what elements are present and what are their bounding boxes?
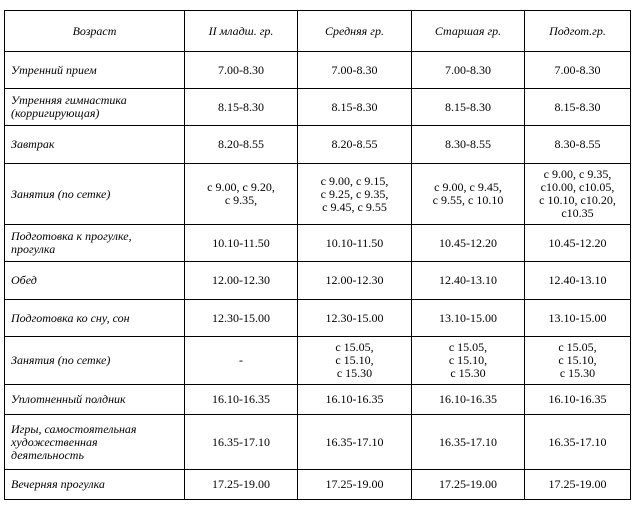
time-cell: 16.10-16.35 bbox=[412, 385, 525, 415]
time-cell: 7.00-8.30 bbox=[525, 52, 631, 89]
time-cell: с 15.05, с 15.10, с 15.30 bbox=[412, 337, 525, 385]
time-cell: 8.30-8.55 bbox=[525, 126, 631, 164]
time-cell: с 9.00, с 9.45, с 9.55, с 10.10 bbox=[412, 164, 525, 225]
row-label: Занятия (по сетке) bbox=[5, 337, 185, 385]
daily-schedule-table bbox=[4, 10, 631, 500]
row-label: Утренняя гимнастика (корригирующая) bbox=[5, 89, 185, 126]
time-cell: 16.10-16.35 bbox=[185, 385, 298, 415]
time-cell: 12.00-12.30 bbox=[298, 262, 412, 300]
time-cell: 12.30-15.00 bbox=[185, 300, 298, 337]
time-cell: 8.15-8.30 bbox=[298, 89, 412, 126]
table-row bbox=[5, 52, 631, 89]
time-cell: 8.20-8.55 bbox=[185, 126, 298, 164]
table-row bbox=[5, 126, 631, 164]
table-row bbox=[5, 337, 631, 385]
time-cell: с 15.05, с 15.10, с 15.30 bbox=[298, 337, 412, 385]
time-cell: 12.00-12.30 bbox=[185, 262, 298, 300]
header-age: Возраст bbox=[5, 11, 185, 52]
row-label: Вечерняя прогулка bbox=[5, 470, 185, 500]
time-cell: 10.45-12.20 bbox=[525, 225, 631, 262]
time-cell: 16.35-17.10 bbox=[525, 415, 631, 470]
time-cell: 16.35-17.10 bbox=[412, 415, 525, 470]
table-row bbox=[5, 225, 631, 262]
time-cell: 16.35-17.10 bbox=[298, 415, 412, 470]
time-cell: 17.25-19.00 bbox=[185, 470, 298, 500]
row-label: Подготовка ко сну, сон bbox=[5, 300, 185, 337]
table-row bbox=[5, 415, 631, 470]
time-cell: с 9.00, с 9.20, с 9.35, bbox=[185, 164, 298, 225]
row-label: Завтрак bbox=[5, 126, 185, 164]
time-cell: 10.10-11.50 bbox=[185, 225, 298, 262]
time-cell: 17.25-19.00 bbox=[298, 470, 412, 500]
time-cell: 17.25-19.00 bbox=[525, 470, 631, 500]
row-label: Подготовка к прогулке, прогулка bbox=[5, 225, 185, 262]
table-row bbox=[5, 300, 631, 337]
time-cell: 8.15-8.30 bbox=[525, 89, 631, 126]
header-row bbox=[5, 11, 631, 52]
time-cell: 17.25-19.00 bbox=[412, 470, 525, 500]
time-cell: 7.00-8.30 bbox=[185, 52, 298, 89]
row-label: Уплотненный полдник bbox=[5, 385, 185, 415]
time-cell: 10.10-11.50 bbox=[298, 225, 412, 262]
time-cell: 12.40-13.10 bbox=[412, 262, 525, 300]
time-cell: 16.35-17.10 bbox=[185, 415, 298, 470]
header-preparatory: Подгот.гр. bbox=[525, 11, 631, 52]
time-cell: 10.45-12.20 bbox=[412, 225, 525, 262]
row-label: Занятия (по сетке) bbox=[5, 164, 185, 225]
time-cell: 8.15-8.30 bbox=[185, 89, 298, 126]
row-label: Утренний прием bbox=[5, 52, 185, 89]
header-junior-2: II младш. гр. bbox=[185, 11, 298, 52]
header-senior: Старшая гр. bbox=[412, 11, 525, 52]
table-row bbox=[5, 89, 631, 126]
table-row bbox=[5, 262, 631, 300]
time-cell: 13.10-15.00 bbox=[525, 300, 631, 337]
time-cell: 12.30-15.00 bbox=[298, 300, 412, 337]
time-cell: с 15.05, с 15.10, с 15.30 bbox=[525, 337, 631, 385]
table-row bbox=[5, 385, 631, 415]
time-cell: 7.00-8.30 bbox=[412, 52, 525, 89]
time-cell: с 9.00, с 9.15, с 9.25, с 9.35, с 9.45, с 9.55 bbox=[298, 164, 412, 225]
time-cell: 12.40-13.10 bbox=[525, 262, 631, 300]
row-label: Обед bbox=[5, 262, 185, 300]
time-cell: 8.30-8.55 bbox=[412, 126, 525, 164]
time-cell: 7.00-8.30 bbox=[298, 52, 412, 89]
row-label: Игры, самостоятельная художественная деятельность bbox=[5, 415, 185, 470]
header-middle: Средняя гр. bbox=[298, 11, 412, 52]
time-cell: с 9.00, с 9.35, с10.00, с10.05, с 10.10, с10.20, с10.35 bbox=[525, 164, 631, 225]
time-cell: 16.10-16.35 bbox=[298, 385, 412, 415]
time-cell: 8.15-8.30 bbox=[412, 89, 525, 126]
time-cell: 16.10-16.35 bbox=[525, 385, 631, 415]
time-cell: 8.20-8.55 bbox=[298, 126, 412, 164]
time-cell: 13.10-15.00 bbox=[412, 300, 525, 337]
table-row bbox=[5, 164, 631, 225]
time-cell: - bbox=[185, 337, 298, 385]
table-row bbox=[5, 470, 631, 500]
